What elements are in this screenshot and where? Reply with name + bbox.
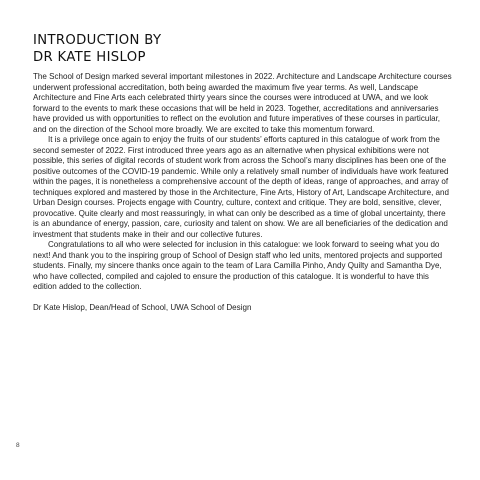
paragraph-catalogue: It is a privilege once again to enjoy the fruits of our students’ efforts captured in this catalogue of work from the second semester of 2022. First introduced three years ago as an alternative when physical exhibitions were not possible, this series of digital records of student work from across the School’s many disciplines has been one of the positive outcomes of the COVID-19 pandemic. While only a relatively small number of individuals have work featured within the pages, it is nonetheless a comprehensive account of the depth of ideas, range of approaches, and array of techniques explored and mastered by those in the Architecture, Fine Arts, History of Art, Landscape Architecture, and Urban Design courses. Projects engage with Country, culture, context and critique. They are bold, sensitive, clever, provocative. Quite clearly and most reassuringly, in what can only be described as a time of global uncertainty, there is an abundance of energy, passion, care, curiosity and talent on show. We are all beneficiaries of the dedication and investment that students make in their and our collective futures. <box>33 135 449 239</box>
title-line-2: DR KATE HISLOP <box>33 50 146 65</box>
body-text <box>33 72 453 314</box>
page-number: 8 <box>16 442 20 449</box>
paragraph-milestones: The School of Design marked several important milestones in 2022. Architecture and Landscape Architecture courses underwent professional accreditation, both being awarded the maximum five year terms. As well, Landscape Architecture and Fine Arts each celebrated thirty years since the courses were introduced at UWA, and we look forward to the events to mark these occasions that will be held in 2023. Together, accreditations and anniversaries have provided us with opportunities to reflect on the evolution and future imperatives of these courses in particular, and on the direction of the School more broadly. We are excited to take this momentum forward. <box>33 72 452 134</box>
page-title <box>33 32 453 66</box>
paragraph-congratulations: Congratulations to all who were selected for inclusion in this catalogue: we look forward to seeing what you do next! And thank you to the inspiring group of School of Design staff who led units, mentored projects and supported students. Finally, my sincere thanks once again to the team of Lara Camilla Pinho, Andy Quilty and Samantha Dye, who have collected, compiled and cajoled to ensure the production of this catalogue. It is wonderful to have this edition added to the collection. <box>33 240 443 291</box>
title-line-1: INTRODUCTION BY <box>33 33 162 48</box>
signature-line: Dr Kate Hislop, Dean/Head of School, UWA School of Design <box>33 303 252 312</box>
